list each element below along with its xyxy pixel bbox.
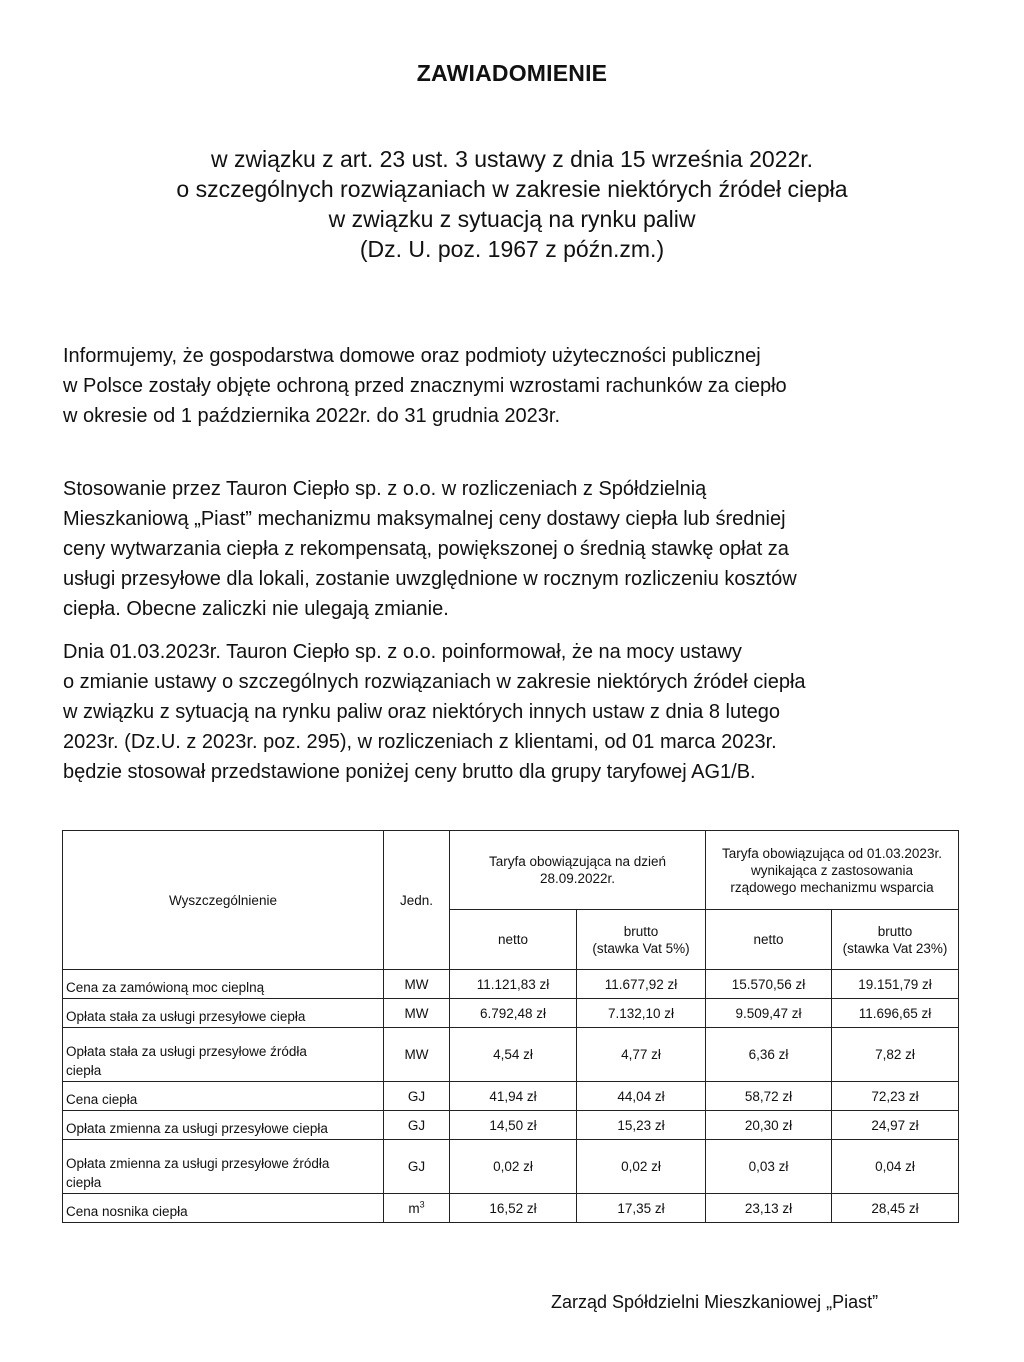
legal-basis: [0, 144, 1024, 264]
legal-basis-line: o szczególnych rozwiązaniach w zakresie niektórych źródeł ciepła: [176, 176, 848, 202]
paragraph-line: Dnia 01.03.2023r. Tauron Ciepło sp. z o.o. poinformował, że na mocy ustawy: [63, 641, 742, 663]
header-tariff-old: [450, 831, 706, 910]
signature: Zarząd Spółdzielni Mieszkaniowej „Piast”: [551, 1292, 879, 1312]
unit-base: m: [408, 1200, 420, 1216]
paragraph-line: w związku z sytuacją na rynku paliw oraz niektórych innych ustaw z dnia 8 lutego: [63, 701, 781, 723]
cell-old-brutto: 44,04 zł: [577, 1082, 706, 1111]
paragraph-line: Informujemy, że gospodarstwa domowe oraz podmioty użyteczności publicznej: [63, 345, 761, 367]
table-row: [63, 1194, 959, 1223]
unit-exponent: 3: [419, 1199, 425, 1209]
row-unit: MW: [384, 970, 450, 999]
header-vat-rate: (stawka Vat 23%): [842, 940, 948, 956]
cell-old-netto: 41,94 zł: [450, 1082, 577, 1111]
cell-old-brutto: 7.132,10 zł: [577, 999, 706, 1028]
paragraph-line: o zmianie ustawy o szczególnych rozwiązaniach w zakresie niektórych źródeł ciepła: [63, 671, 806, 693]
cell-new-brutto: 0,04 zł: [832, 1140, 959, 1194]
header-vat-rate: (stawka Vat 5%): [592, 940, 690, 956]
paragraph-new-prices-info: [63, 637, 963, 787]
header-new-brutto: [832, 910, 959, 970]
row-unit: GJ: [384, 1140, 450, 1194]
table-row: [63, 1111, 959, 1140]
legal-basis-line: (Dz. U. poz. 1967 z późn.zm.): [359, 236, 665, 262]
header-tariff-new-line: Taryfa obowiązująca od 01.03.2023r.: [722, 845, 942, 861]
cell-new-netto: 20,30 zł: [706, 1111, 832, 1140]
cell-new-netto: 0,03 zł: [706, 1140, 832, 1194]
cell-old-netto: 11.121,83 zł: [450, 970, 577, 999]
cell-new-netto: 15.570,56 zł: [706, 970, 832, 999]
cell-new-netto: 58,72 zł: [706, 1082, 832, 1111]
header-tariff-old-line: Taryfa obowiązująca na dzień: [488, 854, 667, 869]
cell-old-netto: 16,52 zł: [450, 1194, 577, 1223]
cell-new-brutto: 7,82 zł: [832, 1028, 959, 1082]
legal-basis-line: w związku z sytuacją na rynku paliw: [328, 206, 696, 232]
paragraph-line: w okresie od 1 października 2022r. do 31 grudnia 2023r.: [63, 405, 561, 427]
cell-new-netto: 9.509,47 zł: [706, 999, 832, 1028]
document-title: ZAWIADOMIENIE: [416, 60, 608, 86]
row-item-line: Opłata stała za usługi przesyłowe źródła: [66, 1044, 307, 1059]
header-tariff-old-line: 28.09.2022r.: [539, 871, 616, 886]
row-unit: MW: [384, 1028, 450, 1082]
row-unit: GJ: [384, 1082, 450, 1111]
paragraph-line: Mieszkaniową „Piast” mechanizmu maksymalnej ceny dostawy ciepła lub średniej: [63, 508, 786, 530]
row-item-line: ciepła: [66, 1063, 102, 1078]
cell-old-brutto: 11.677,92 zł: [577, 970, 706, 999]
table-row: [63, 1082, 959, 1111]
table-row: [63, 1028, 959, 1082]
row-item: Opłata zmienna za usługi przesyłowe ciepła: [63, 1111, 384, 1140]
cell-new-brutto: 11.696,65 zł: [832, 999, 959, 1028]
table-row: [63, 970, 959, 999]
header-old-brutto: [577, 910, 706, 970]
cell-new-brutto: 72,23 zł: [832, 1082, 959, 1111]
row-item-line: ciepła: [66, 1175, 102, 1190]
row-item: Cena nosnika ciepła: [63, 1194, 384, 1223]
header-tariff-new: [706, 831, 959, 910]
paragraph-protection-info: [63, 341, 963, 431]
paragraph-line: ceny wytwarzania ciepła z rekompensatą, powiększonej o średnią stawkę opłat za: [63, 538, 789, 560]
cell-old-netto: 0,02 zł: [450, 1140, 577, 1194]
header-new-netto: netto: [706, 910, 832, 970]
cell-old-brutto: 15,23 zł: [577, 1111, 706, 1140]
cell-old-brutto: 0,02 zł: [577, 1140, 706, 1194]
cell-old-netto: 14,50 zł: [450, 1111, 577, 1140]
row-item: [63, 1140, 384, 1194]
table-row: [63, 1140, 959, 1194]
header-old-netto: netto: [450, 910, 577, 970]
header-unit: Jedn.: [384, 831, 450, 970]
paragraph-line: usługi przesyłowe dla lokali, zostanie uwzględnione w rocznym rozliczeniu kosztów: [63, 568, 797, 590]
paragraph-line: będzie stosował przedstawione poniżej ceny brutto dla grupy taryfowej AG1/B.: [63, 761, 756, 783]
row-item-line: Opłata zmienna za usługi przesyłowe źródła: [66, 1156, 330, 1171]
paragraph-line: w Polsce zostały objęte ochroną przed znacznymi wzrostami rachunków za ciepło: [63, 375, 787, 397]
legal-basis-line: w związku z art. 23 ust. 3 ustawy z dnia 15 września 2022r.: [210, 146, 814, 172]
tariff-table: [62, 830, 959, 1223]
table-header-row: [63, 831, 959, 910]
cell-old-brutto: 4,77 zł: [577, 1028, 706, 1082]
row-unit: [384, 1194, 450, 1223]
cell-old-netto: 4,54 zł: [450, 1028, 577, 1082]
cell-new-brutto: 19.151,79 zł: [832, 970, 959, 999]
header-tariff-new-line: rządowego mechanizmu wsparcia: [730, 879, 934, 895]
row-unit: MW: [384, 999, 450, 1028]
header-brutto-label: brutto: [877, 923, 913, 939]
cell-old-netto: 6.792,48 zł: [450, 999, 577, 1028]
paragraph-settlement-info: [63, 474, 963, 624]
paragraph-line: 2023r. (Dz.U. z 2023r. poz. 295), w rozliczeniach z klientami, od 01 marca 2023r.: [63, 731, 777, 753]
paragraph-line: Stosowanie przez Tauron Ciepło sp. z o.o. w rozliczeniach z Spółdzielnią: [63, 478, 707, 500]
cell-old-brutto: 17,35 zł: [577, 1194, 706, 1223]
row-item: [63, 1028, 384, 1082]
row-item: Cena za zamówioną moc cieplną: [63, 970, 384, 999]
cell-new-brutto: 28,45 zł: [832, 1194, 959, 1223]
cell-new-netto: 23,13 zł: [706, 1194, 832, 1223]
header-tariff-new-line: wynikająca z zastosowania: [750, 862, 914, 878]
header-brutto-label: brutto: [623, 923, 659, 939]
header-item: Wyszczególnienie: [63, 831, 384, 970]
cell-new-brutto: 24,97 zł: [832, 1111, 959, 1140]
row-item: Cena ciepła: [63, 1082, 384, 1111]
row-item: Opłata stała za usługi przesyłowe ciepła: [63, 999, 384, 1028]
cell-new-netto: 6,36 zł: [706, 1028, 832, 1082]
paragraph-line: ciepła. Obecne zaliczki nie ulegają zmianie.: [63, 598, 449, 620]
row-unit: GJ: [384, 1111, 450, 1140]
table-row: [63, 999, 959, 1028]
